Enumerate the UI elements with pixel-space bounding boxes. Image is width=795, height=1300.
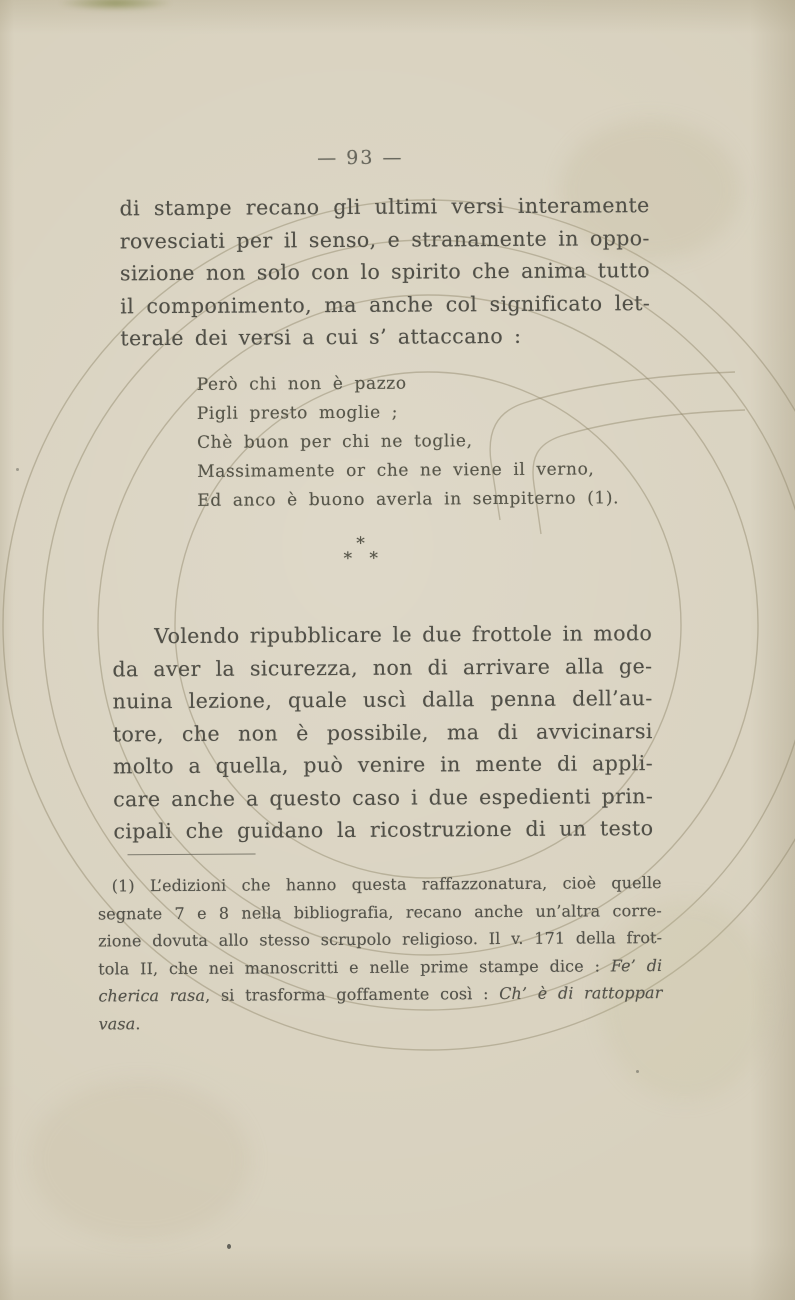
text-line: sizione non solo con lo spirito che anima tutto <box>119 258 651 286</box>
footnote-text: tola II, che nei manoscritti e nelle prime stampe dice : <box>98 955 611 978</box>
text-line: tore, che non è possibile, ma di avvicinarsi <box>112 718 653 746</box>
footnote-citation: Ch’ è di rattoppar <box>499 983 663 1004</box>
footnote-citation: Fe’ di <box>610 955 663 975</box>
paper-speck <box>16 468 19 471</box>
paragraph-continuation <box>120 189 651 355</box>
footnote-text: , si trasforma goffamente così : <box>205 984 500 1005</box>
footnote-rule <box>128 854 256 856</box>
verse-quote <box>197 368 620 516</box>
text-line: da aver la sicurezza, non di arrivare alla ge- <box>112 653 653 681</box>
verse-line: Chè buon per chi ne toglie, <box>196 431 473 453</box>
text-line: di stampe recano gli ultimi versi interamente <box>119 193 650 221</box>
footnote-line <box>98 952 662 983</box>
footnote-line: zione dovuta allo stesso scrupolo religioso. Il v. 171 della frot- <box>98 928 663 951</box>
asterism-divider <box>122 535 606 568</box>
text-line: cipali che guidano la ricostruzione di un testo <box>113 816 654 844</box>
asterism-bottom: * * <box>343 548 385 569</box>
page-number: — 93 — <box>317 146 404 170</box>
footnote-line <box>98 1007 662 1038</box>
footnote-text: . <box>135 1013 141 1033</box>
text-line: molto a quella, può venire in mente di appli- <box>112 751 654 779</box>
text-line: rovesciati per il senso, e stranamente in oppo- <box>119 225 650 253</box>
asterism-top: * <box>356 533 371 554</box>
text-line: Volendo ripubblicare le due frottole in modo <box>154 621 653 649</box>
footnote-line: (1) L’edizioni che hanno questa raffazzonatura, cioè quelle <box>111 873 662 896</box>
verse-line: Massimamente or che ne viene il verno, <box>197 459 595 482</box>
text-line: care anche a questo caso i due espedienti prin- <box>113 783 654 811</box>
text-line: nuina lezione, quale uscì dalla penna dell’au- <box>112 686 653 714</box>
page-content <box>97 0 663 1300</box>
footnote-citation: cherica rasa <box>98 985 206 1006</box>
text-line: il componimento, ma anche col significato let- <box>120 290 651 318</box>
verse-line: Pigli presto moglie ; <box>196 402 399 424</box>
verse-line: Ed anco è buono averla in sempiterno (1). <box>197 488 620 511</box>
footnote <box>98 869 663 1037</box>
footnote-citation: vasa <box>98 1013 136 1033</box>
text-line: terale dei versi a cui s’ attaccano : <box>120 323 522 351</box>
paragraph-main <box>112 617 653 848</box>
footnote-line: segnate 7 e 8 nella bibliografia, recano anche un’altra corre- <box>97 900 662 923</box>
footnote-line <box>98 979 662 1010</box>
verse-line: Però chi non è pazzo <box>196 373 407 395</box>
